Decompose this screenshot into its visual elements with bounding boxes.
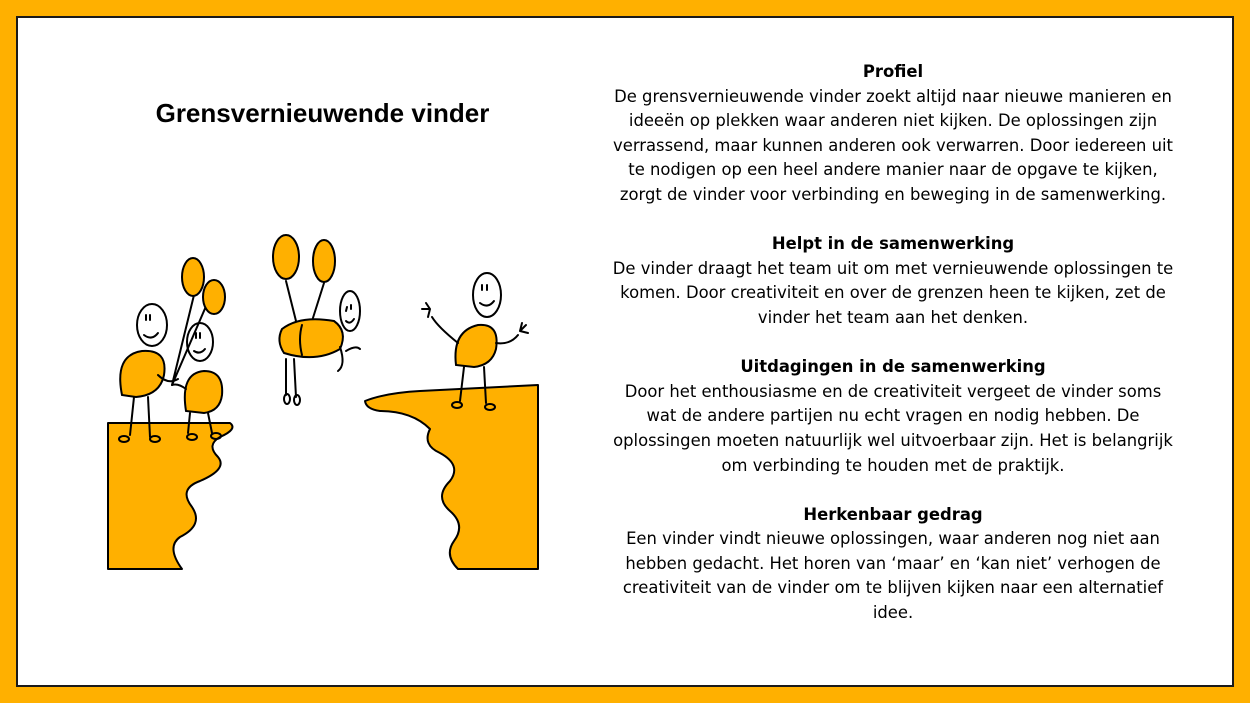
section-body: De vinder draagt het team uit om met vernieuwende oplossingen te komen. Door creativiteit en over de grenzen heen te kijken, zet de vinder het team aan het denken.: [612, 258, 1174, 327]
section-uitdagingen: [612, 355, 1174, 478]
section-helpt: [612, 232, 1174, 330]
section-heading: Uitdagingen in de samenwerking: [740, 357, 1046, 377]
section-heading: Herkenbaar gedrag: [803, 504, 983, 524]
text-column: [612, 60, 1174, 650]
section-body: Een vinder vindt nieuwe oplossingen, waar anderen nog niet aan hebben gedacht. Het horen van ‘maar’ en ‘kan niet’ verhogen de creativiteit van de vinder om te blijven kijken naar een alternatief idee.: [622, 529, 1164, 623]
section-body: De grensvernieuwende vinder zoekt altijd naar nieuwe manieren en ideeën op plekken waar anderen niet kijken. De oplossingen zijn verrassend, maar kunnen anderen ook verwarren. Door iedereen uit te nodigen op een heel andere manier naar de opgave te kijken, zorgt de vinder voor verbinding en beweging in de samenwerking.: [613, 86, 1173, 204]
slide-title: Grensvernieuwende vinder: [155, 98, 490, 128]
section-herkenbaar: [612, 503, 1174, 626]
section-heading: Profiel: [862, 62, 924, 81]
section-body: Door het enthousiasme en de creativiteit vergeet de vinder soms wat de andere partijen nu echt vragen en nodig hebben. De oplossingen moeten natuurlijk wel uitvoerbaar zijn. Het is belangrijk om verbinding te houden met de praktijk.: [613, 381, 1173, 475]
section-heading: Helpt in de samenwerking: [771, 234, 1015, 254]
section-profiel: [612, 60, 1174, 208]
figures-bridging-cliffs-with-balloons-icon: [100, 225, 550, 585]
